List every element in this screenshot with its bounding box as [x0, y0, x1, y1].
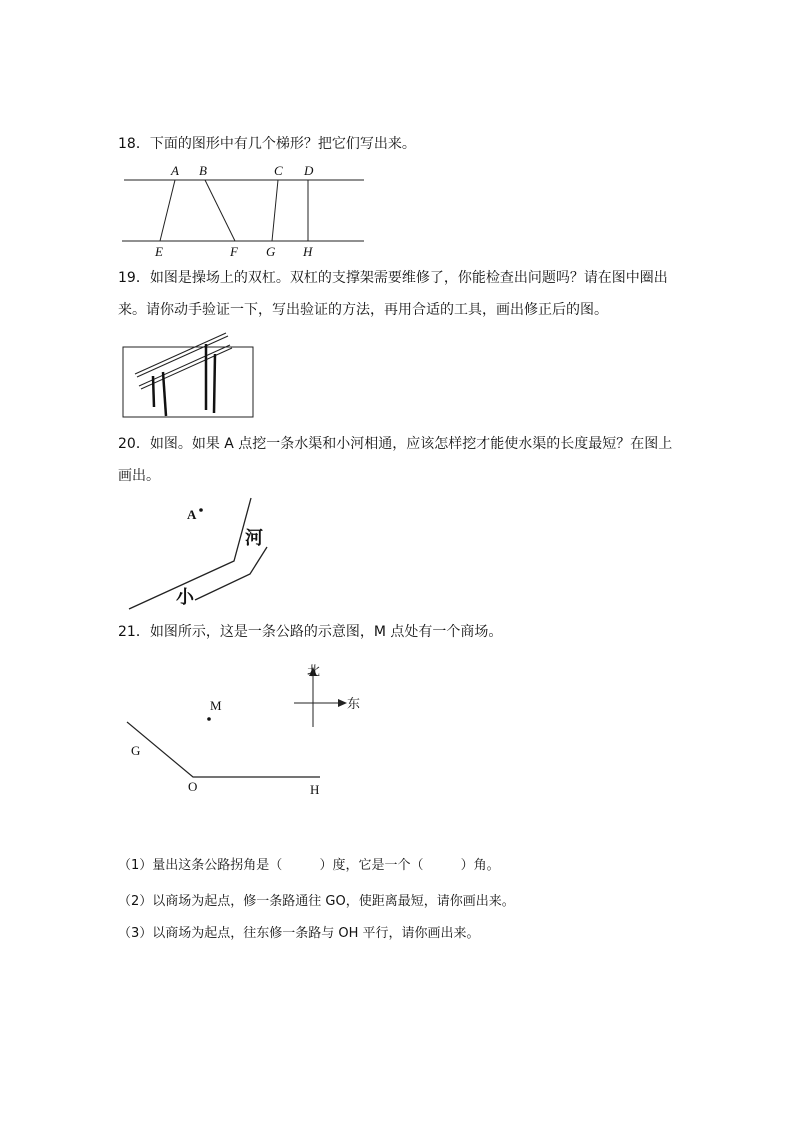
support-post-2: [163, 372, 166, 416]
compass-east-label: 东: [347, 697, 361, 712]
point-M-label: M: [210, 698, 222, 713]
segment-AE: [160, 180, 175, 241]
label-A: A: [171, 163, 179, 178]
question-18-text: 18．下面的图形中有几个梯形？把它们写出来。: [118, 136, 416, 152]
question-20-line2: 画出。: [118, 468, 160, 484]
support-post-4: [214, 354, 215, 413]
parallel-bars-frame: [123, 347, 253, 417]
trapezoid-figure: [118, 160, 378, 260]
label-D: D: [304, 163, 314, 178]
point-A-label: A: [187, 507, 197, 522]
segment-BF: [205, 180, 235, 241]
label-B: B: [199, 163, 207, 178]
point-O-label: O: [188, 779, 198, 794]
label-H: H: [303, 244, 313, 259]
question-21-sub1: （1）量出这条公路拐角是（ ）度，它是一个（ ）角。: [118, 858, 500, 873]
label-G: G: [266, 244, 276, 259]
support-post-1: [153, 376, 154, 407]
point-G-label: G: [131, 743, 141, 758]
river-figure: [120, 492, 280, 617]
river-char-he: 河: [245, 528, 263, 549]
question-21-sub2: （2）以商场为起点，修一条路通往 GO，使距离最短，请你画出来。: [118, 894, 515, 909]
road-GOH: [127, 722, 320, 777]
compass-east-arrow-icon: [338, 699, 347, 707]
label-E: E: [155, 244, 163, 259]
point-M-dot: [207, 717, 211, 721]
label-F: F: [230, 244, 238, 259]
river-char-xiao: 小: [176, 587, 194, 608]
point-H-label: H: [310, 782, 320, 797]
segment-CG: [272, 180, 278, 241]
label-C: C: [274, 163, 283, 178]
parallel-bars-figure: [122, 330, 256, 420]
question-21-sub3: （3）以商场为起点，往东修一条路与 OH 平行，请你画出来。: [118, 926, 480, 941]
question-19-line2: 来。请你动手验证一下，写出验证的方法，再用合适的工具，画出修正后的图。: [118, 302, 608, 318]
point-A-dot: [199, 508, 203, 512]
road-figure: [118, 655, 378, 800]
question-19-line1: 19．如图是操场上的双杠。双杠的支撑架需要维修了，你能检查出问题吗？请在图中圈出: [118, 270, 668, 286]
question-21-text: 21．如图所示，这是一条公路的示意图，M 点处有一个商场。: [118, 624, 503, 640]
compass-north-label: 北: [307, 664, 321, 679]
question-20-line1: 20．如图。如果 A 点挖一条水渠和小河相通，应该怎样挖才能使水渠的长度最短？在图上: [118, 436, 673, 452]
